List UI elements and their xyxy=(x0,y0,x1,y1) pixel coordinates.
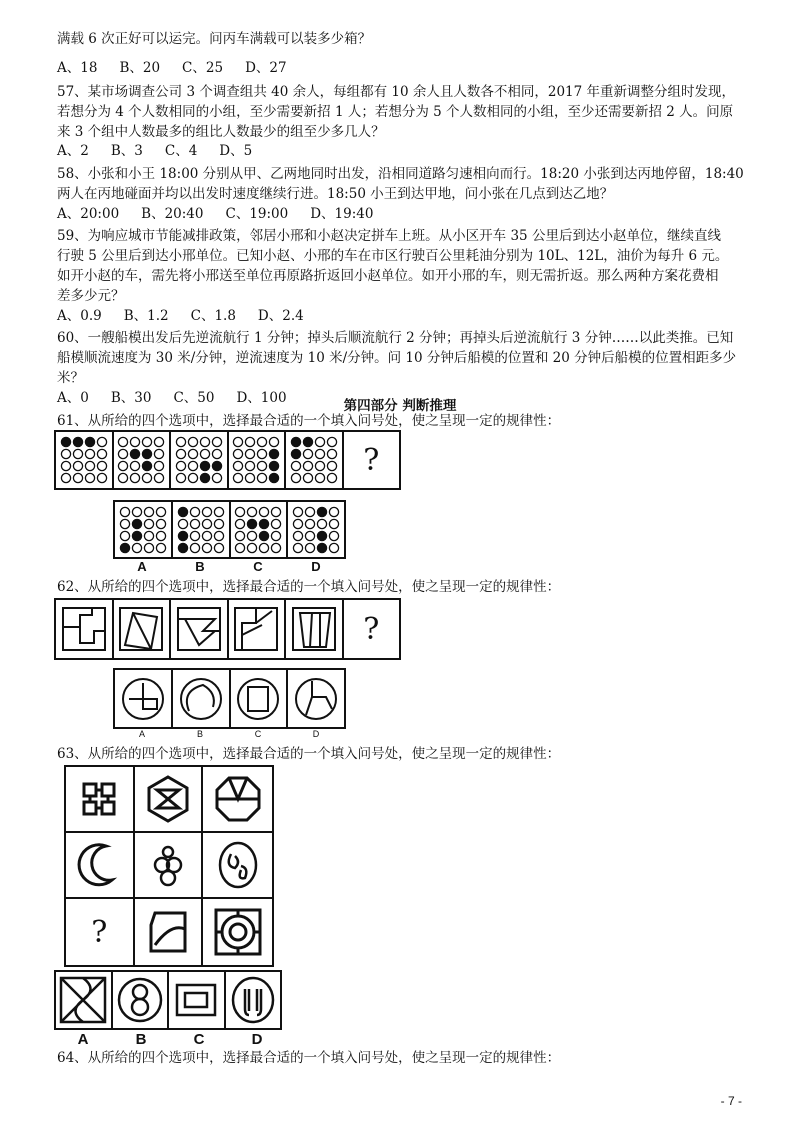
dot-empty xyxy=(155,437,164,446)
option-a[interactable]: A、2 xyxy=(57,143,89,159)
dot-empty xyxy=(294,519,303,528)
dot-empty xyxy=(214,507,223,516)
dot-empty xyxy=(61,473,70,482)
option-c[interactable]: C、50 xyxy=(173,390,215,406)
question-59-cont: 行驶 5 公里后到达小邢单位。已知小赵、小邢的车在市区行驶百公里耗油分别为 10L、12L，油价为每升 6 元。 xyxy=(57,248,729,264)
dot-empty xyxy=(246,449,255,458)
dot-empty xyxy=(61,461,70,470)
dot-filled xyxy=(143,449,152,458)
dot-empty xyxy=(155,449,164,458)
question-mark-cell: ? xyxy=(66,899,135,965)
dot-empty xyxy=(236,531,245,540)
dot-empty xyxy=(190,519,199,528)
dot-empty xyxy=(190,507,199,516)
answer-option-c[interactable] xyxy=(231,502,289,557)
question-60-cont: 船模顺流速度为 30 米/分钟，逆流速度为 10 米/分钟。问 10 分钟后船模的位置和 20 分钟后船模的位置相距多少 xyxy=(57,350,737,366)
dot-grid-figure xyxy=(229,432,287,488)
dot-empty xyxy=(315,449,324,458)
dot-empty xyxy=(234,449,243,458)
dot-empty xyxy=(120,531,129,540)
dot-empty xyxy=(248,531,257,540)
dot-empty xyxy=(188,473,197,482)
dot-grid-figure xyxy=(171,432,229,488)
dot-empty xyxy=(61,449,70,458)
dot-empty xyxy=(144,543,153,552)
question-62: 62、从所给的四个选项中，选择最合适的一个填入问号处，使之呈现一定的规律性： xyxy=(57,579,561,595)
option-b[interactable]: B、20:40 xyxy=(141,206,204,222)
q61-puzzle-strip xyxy=(54,430,401,490)
dot-filled xyxy=(291,437,300,446)
dot-empty xyxy=(156,543,165,552)
dot-filled xyxy=(61,437,70,446)
question-60-cont: 米？ xyxy=(57,370,84,386)
dot-empty xyxy=(272,531,281,540)
label-c: C xyxy=(253,559,263,574)
dot-filled xyxy=(178,531,187,540)
dot-empty xyxy=(260,543,269,552)
label-b: B xyxy=(135,1031,147,1048)
dot-empty xyxy=(143,437,152,446)
dot-empty xyxy=(318,519,327,528)
dot-empty xyxy=(176,449,185,458)
label-d: D xyxy=(311,559,321,574)
dot-empty xyxy=(272,543,281,552)
dot-empty xyxy=(272,507,281,516)
dot-empty xyxy=(306,507,315,516)
dot-empty xyxy=(188,461,197,470)
dot-empty xyxy=(131,461,140,470)
dot-empty xyxy=(97,473,106,482)
dot-empty xyxy=(73,461,82,470)
page-number: - 7 - xyxy=(720,1094,742,1108)
answer-option-a[interactable] xyxy=(115,502,173,557)
question-59-cont: 如开小赵的车，需先将小邢送至单位再原路折返回小赵单位。如开小邢的车，则无需折返。那么两种方案花费相 xyxy=(57,268,719,284)
q61-answer-labels xyxy=(113,559,345,574)
dot-empty xyxy=(156,519,165,528)
option-c[interactable]: C、4 xyxy=(164,143,198,159)
dot-empty xyxy=(144,531,153,540)
label-d: D xyxy=(251,1031,263,1048)
dot-empty xyxy=(248,543,257,552)
dot-empty xyxy=(291,461,300,470)
dot-empty xyxy=(258,437,267,446)
dot-empty xyxy=(119,449,128,458)
question-60: 60、一艘船模出发后先逆流航行 1 分钟；掉头后顺流航行 2 分钟；再掉头后逆流航行 3 分钟……以此类推。已知 xyxy=(57,330,734,346)
dot-empty xyxy=(234,461,243,470)
option-b[interactable]: B、30 xyxy=(110,390,152,406)
dot-empty xyxy=(306,531,315,540)
dot-empty xyxy=(176,437,185,446)
answer-option-c[interactable] xyxy=(169,972,226,1028)
dot-empty xyxy=(132,507,141,516)
grid-figure xyxy=(203,833,272,899)
dot-empty xyxy=(144,507,153,516)
options-q58 xyxy=(57,205,395,223)
dot-empty xyxy=(303,461,312,470)
dot-empty xyxy=(294,543,303,552)
dot-empty xyxy=(212,449,221,458)
dot-empty xyxy=(270,437,279,446)
option-d[interactable]: D、19:40 xyxy=(310,206,374,222)
dot-empty xyxy=(143,473,152,482)
dot-empty xyxy=(85,449,94,458)
dot-filled xyxy=(200,473,209,482)
dot-empty xyxy=(97,449,106,458)
dot-empty xyxy=(188,437,197,446)
dot-empty xyxy=(327,449,336,458)
q61-answer-strip xyxy=(113,500,346,559)
dot-empty xyxy=(246,437,255,446)
dot-empty xyxy=(212,437,221,446)
dot-filled xyxy=(270,461,279,470)
line-figure xyxy=(229,600,287,658)
dot-empty xyxy=(236,507,245,516)
dot-empty xyxy=(330,519,339,528)
option-b[interactable]: B、20 xyxy=(119,60,161,76)
dot-empty xyxy=(85,461,94,470)
dot-grid-figure xyxy=(114,432,172,488)
dot-empty xyxy=(176,473,185,482)
text-line: 满载 6 次正好可以运完。问丙车满载可以装多少箱？ xyxy=(57,31,372,47)
dot-empty xyxy=(258,461,267,470)
label-c: C xyxy=(193,1031,205,1048)
dot-empty xyxy=(131,473,140,482)
dot-empty xyxy=(214,543,223,552)
dot-filled xyxy=(270,473,279,482)
q62-answer-labels xyxy=(113,729,345,739)
line-figure xyxy=(171,600,229,658)
option-d[interactable]: D、27 xyxy=(245,60,287,76)
grid-figure xyxy=(203,767,272,833)
option-b[interactable]: B、3 xyxy=(110,143,143,159)
line-figure xyxy=(114,600,172,658)
dot-empty xyxy=(258,449,267,458)
answer-option-a[interactable] xyxy=(56,972,113,1028)
label-a: A xyxy=(138,729,145,739)
dot-empty xyxy=(330,507,339,516)
q62-puzzle-strip xyxy=(54,598,401,660)
option-c[interactable]: C、19:00 xyxy=(225,206,289,222)
line-figure xyxy=(286,600,344,658)
dot-filled xyxy=(132,519,141,528)
label-c: C xyxy=(254,729,262,739)
dot-empty xyxy=(144,519,153,528)
dot-empty xyxy=(236,543,245,552)
dot-empty xyxy=(303,449,312,458)
dot-empty xyxy=(315,437,324,446)
dot-empty xyxy=(315,473,324,482)
section-title: 第四部分 判断推理 xyxy=(343,398,457,414)
dot-empty xyxy=(120,519,129,528)
dot-filled xyxy=(248,519,257,528)
grid-figure xyxy=(66,767,135,833)
dot-empty xyxy=(120,507,129,516)
answer-option-b[interactable] xyxy=(173,670,231,727)
dot-empty xyxy=(202,507,211,516)
dot-empty xyxy=(246,473,255,482)
question-58: 58、小张和小王 18:00 分别从甲、乙两地同时出发，沿相同道路匀速相向而行。18:20 小张到达丙地停留，18:40 xyxy=(57,166,744,182)
question-63: 63、从所给的四个选项中，选择最合适的一个填入问号处，使之呈现一定的规律性： xyxy=(57,746,561,762)
dot-empty xyxy=(97,461,106,470)
dot-empty xyxy=(212,473,221,482)
dot-filled xyxy=(132,531,141,540)
grid-figure xyxy=(66,833,135,899)
dot-empty xyxy=(248,507,257,516)
dot-grid-figure xyxy=(56,432,114,488)
question-64: 64、从所给的四个选项中，选择最合适的一个填入问号处，使之呈现一定的规律性： xyxy=(57,1050,561,1066)
option-a[interactable]: A、18 xyxy=(57,60,98,76)
dot-empty xyxy=(246,461,255,470)
dot-filled xyxy=(270,449,279,458)
answer-option-c[interactable] xyxy=(231,670,289,727)
question-57: 57、某市场调查公司 3 个调查组共 40 余人，每组都有 10 余人且人数各不相同，2017 年重新调整分组时发现， xyxy=(57,84,736,100)
label-d: D xyxy=(312,729,320,739)
dot-empty xyxy=(291,473,300,482)
dot-empty xyxy=(260,507,269,516)
dot-empty xyxy=(73,473,82,482)
dot-filled xyxy=(260,519,269,528)
dot-empty xyxy=(272,519,281,528)
dot-empty xyxy=(202,531,211,540)
dot-empty xyxy=(178,519,187,528)
dot-empty xyxy=(214,531,223,540)
dot-empty xyxy=(202,543,211,552)
dot-empty xyxy=(131,437,140,446)
option-c[interactable]: C、25 xyxy=(182,60,224,76)
dot-empty xyxy=(202,519,211,528)
dot-empty xyxy=(155,461,164,470)
grid-figure xyxy=(135,767,204,833)
dot-empty xyxy=(97,437,106,446)
dot-filled xyxy=(131,449,140,458)
dot-filled xyxy=(318,543,327,552)
dot-empty xyxy=(156,531,165,540)
question-57-cont: 来 3 个组中人数最多的组比人数最少的组至少多几人？ xyxy=(57,124,385,140)
dot-filled xyxy=(318,531,327,540)
dot-empty xyxy=(200,449,209,458)
dot-empty xyxy=(236,519,245,528)
dot-grid-figure xyxy=(286,432,344,488)
dot-filled xyxy=(291,449,300,458)
dot-empty xyxy=(306,543,315,552)
dot-empty xyxy=(294,507,303,516)
dot-empty xyxy=(214,519,223,528)
options-q57 xyxy=(57,142,274,160)
dot-filled xyxy=(178,507,187,516)
dot-empty xyxy=(132,543,141,552)
dot-empty xyxy=(190,543,199,552)
dot-empty xyxy=(190,531,199,540)
question-mark-cell: ? xyxy=(363,442,380,478)
question-58-cont: 两人在丙地碰面并均以出发时速度继续行进。18:50 小王到达甲地，问小张在几点到达乙地？ xyxy=(57,186,614,202)
dot-empty xyxy=(327,473,336,482)
dot-filled xyxy=(143,461,152,470)
dot-empty xyxy=(315,461,324,470)
answer-option-b[interactable] xyxy=(173,502,231,557)
dot-empty xyxy=(327,437,336,446)
dot-filled xyxy=(120,543,129,552)
answer-option-d[interactable] xyxy=(288,670,344,727)
answer-option-b[interactable] xyxy=(113,972,170,1028)
q63-answer-labels xyxy=(54,1031,286,1048)
grid-figure xyxy=(135,899,204,965)
q62-answer-strip xyxy=(113,668,346,729)
option-d[interactable]: D、100 xyxy=(236,390,287,406)
label-a: A xyxy=(77,1031,89,1048)
dot-filled xyxy=(212,461,221,470)
dot-empty xyxy=(234,437,243,446)
option-c[interactable]: C、1.8 xyxy=(190,308,236,324)
dot-empty xyxy=(119,437,128,446)
dot-empty xyxy=(294,531,303,540)
dot-filled xyxy=(200,461,209,470)
dot-empty xyxy=(303,473,312,482)
dot-empty xyxy=(306,519,315,528)
dot-empty xyxy=(327,461,336,470)
grid-figure xyxy=(203,899,272,965)
label-b: B xyxy=(195,559,205,574)
dot-filled xyxy=(85,437,94,446)
dot-empty xyxy=(330,531,339,540)
dot-filled xyxy=(318,507,327,516)
dot-empty xyxy=(258,473,267,482)
answer-option-d[interactable] xyxy=(288,502,344,557)
dot-empty xyxy=(330,543,339,552)
dot-empty xyxy=(119,461,128,470)
dot-filled xyxy=(178,543,187,552)
grid-figure xyxy=(135,833,204,899)
dot-empty xyxy=(155,473,164,482)
question-59-cont: 差多少元？ xyxy=(57,288,125,304)
dot-empty xyxy=(200,437,209,446)
line-figure xyxy=(56,600,114,658)
option-b[interactable]: B、1.2 xyxy=(123,308,169,324)
question-57-cont: 若想分为 4 个人数相同的小组，至少需要新招 1 人；若想分为 5 个人数相同的小组，至少还需要新招 2 人。问原 xyxy=(57,104,734,120)
label-a: A xyxy=(137,559,147,574)
option-d[interactable]: D、2.4 xyxy=(257,308,304,324)
option-d[interactable]: D、5 xyxy=(219,143,253,159)
dot-empty xyxy=(85,473,94,482)
dot-filled xyxy=(260,531,269,540)
q63-answer-strip xyxy=(54,970,282,1030)
dot-filled xyxy=(303,437,312,446)
dot-empty xyxy=(176,461,185,470)
question-61: 61、从所给的四个选项中，选择最合适的一个填入问号处，使之呈现一定的规律性： xyxy=(57,413,561,429)
dot-empty xyxy=(188,449,197,458)
dot-empty xyxy=(234,473,243,482)
dot-empty xyxy=(156,507,165,516)
option-a[interactable]: A、0.9 xyxy=(57,308,102,324)
dot-empty xyxy=(119,473,128,482)
dot-filled xyxy=(73,437,82,446)
option-a[interactable]: A、20:00 xyxy=(57,206,120,222)
dot-empty xyxy=(73,449,82,458)
label-b: B xyxy=(196,729,203,739)
answer-option-d[interactable] xyxy=(226,972,281,1028)
answer-option-a[interactable] xyxy=(115,670,173,727)
q63-puzzle-grid xyxy=(64,765,274,967)
question-mark-cell: ? xyxy=(363,611,380,647)
question-59: 59、为响应城市节能减排政策，邻居小邢和小赵决定拼车上班。从小区开车 35 公里后到达小赵单位，继续直线 xyxy=(57,228,721,244)
options-q56 xyxy=(57,59,309,77)
option-a[interactable]: A、0 xyxy=(57,390,89,406)
options-q59 xyxy=(57,307,326,325)
